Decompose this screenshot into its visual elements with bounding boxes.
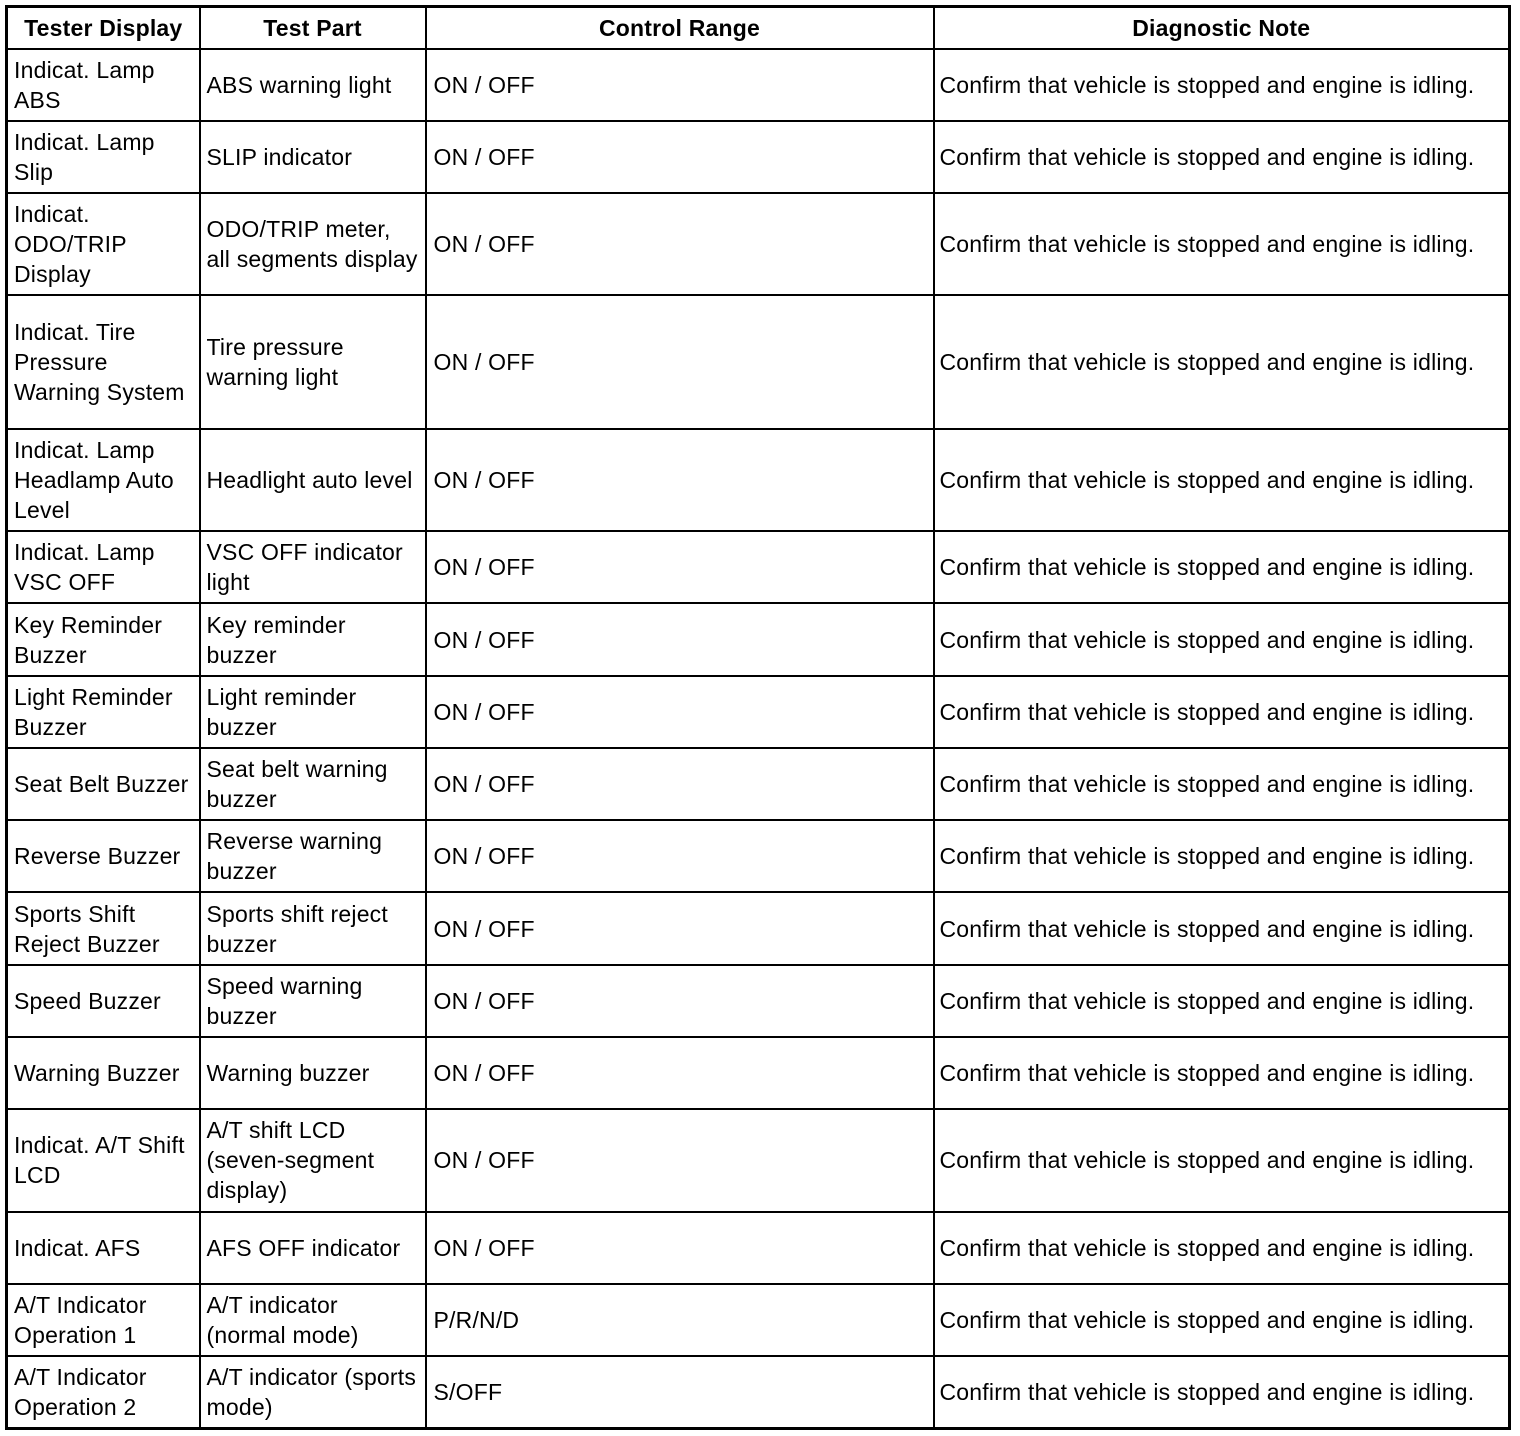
cell-test-part: Reverse warning buzzer [200,820,426,892]
cell-diagnostic-note: Confirm that vehicle is stopped and engine is idling. [934,429,1510,531]
cell-tester-display: Indicat. Lamp ABS [7,49,200,121]
cell-test-part: Warning buzzer [200,1037,426,1109]
header-diagnostic-note: Diagnostic Note [934,7,1510,49]
cell-control-range: ON / OFF [426,1037,934,1109]
cell-tester-display: Indicat. Lamp Headlamp Auto Level [7,429,200,531]
cell-tester-display: Speed Buzzer [7,965,200,1037]
table-row [7,49,1510,121]
cell-diagnostic-note: Confirm that vehicle is stopped and engine is idling. [934,121,1510,193]
cell-tester-display: Key Reminder Buzzer [7,603,200,675]
cell-control-range: P/R/N/D [426,1284,934,1356]
header-row [7,7,1510,49]
table-row [7,295,1510,428]
table-row [7,1356,1510,1428]
cell-diagnostic-note: Confirm that vehicle is stopped and engine is idling. [934,676,1510,748]
cell-control-range: ON / OFF [426,965,934,1037]
table-row [7,121,1510,193]
table-row [7,603,1510,675]
cell-diagnostic-note: Confirm that vehicle is stopped and engine is idling. [934,295,1510,428]
cell-diagnostic-note: Confirm that vehicle is stopped and engine is idling. [934,748,1510,820]
cell-control-range: S/OFF [426,1356,934,1428]
cell-diagnostic-note: Confirm that vehicle is stopped and engine is idling. [934,1212,1510,1284]
table-row [7,193,1510,295]
cell-diagnostic-note: Confirm that vehicle is stopped and engine is idling. [934,49,1510,121]
table-row [7,965,1510,1037]
table-row [7,820,1510,892]
cell-tester-display: A/T Indicator Operation 1 [7,1284,200,1356]
header-control-range: Control Range [426,7,934,49]
cell-tester-display: A/T Indicator Operation 2 [7,1356,200,1428]
cell-tester-display: Reverse Buzzer [7,820,200,892]
cell-test-part: A/T indicator (sports mode) [200,1356,426,1428]
cell-control-range: ON / OFF [426,603,934,675]
cell-test-part: Tire pressure warning light [200,295,426,428]
cell-control-range: ON / OFF [426,429,934,531]
cell-tester-display: Indicat. AFS [7,1212,200,1284]
cell-test-part: Speed warning buzzer [200,965,426,1037]
cell-test-part: ABS warning light [200,49,426,121]
table-row [7,892,1510,964]
cell-tester-display: Light Reminder Buzzer [7,676,200,748]
cell-test-part: A/T indicator (normal mode) [200,1284,426,1356]
cell-test-part: Headlight auto level [200,429,426,531]
table-row [7,1109,1510,1211]
cell-diagnostic-note: Confirm that vehicle is stopped and engine is idling. [934,1356,1510,1428]
cell-test-part: Seat belt warning buzzer [200,748,426,820]
cell-tester-display: Indicat. Tire Pressure Warning System [7,295,200,428]
cell-diagnostic-note: Confirm that vehicle is stopped and engine is idling. [934,603,1510,675]
cell-tester-display: Indicat. Lamp Slip [7,121,200,193]
cell-control-range: ON / OFF [426,295,934,428]
cell-diagnostic-note: Confirm that vehicle is stopped and engine is idling. [934,193,1510,295]
cell-diagnostic-note: Confirm that vehicle is stopped and engine is idling. [934,1037,1510,1109]
table-row [7,1284,1510,1356]
cell-control-range: ON / OFF [426,1109,934,1211]
cell-control-range: ON / OFF [426,121,934,193]
cell-control-range: ON / OFF [426,531,934,603]
cell-diagnostic-note: Confirm that vehicle is stopped and engine is idling. [934,1109,1510,1211]
cell-control-range: ON / OFF [426,820,934,892]
cell-control-range: ON / OFF [426,1212,934,1284]
cell-control-range: ON / OFF [426,748,934,820]
cell-control-range: ON / OFF [426,193,934,295]
table-row [7,531,1510,603]
cell-tester-display: Warning Buzzer [7,1037,200,1109]
cell-diagnostic-note: Confirm that vehicle is stopped and engine is idling. [934,965,1510,1037]
cell-diagnostic-note: Confirm that vehicle is stopped and engine is idling. [934,892,1510,964]
cell-tester-display: Indicat. Lamp VSC OFF [7,531,200,603]
active-test-table [5,5,1511,1430]
cell-test-part: VSC OFF indicator light [200,531,426,603]
cell-diagnostic-note: Confirm that vehicle is stopped and engine is idling. [934,1284,1510,1356]
cell-control-range: ON / OFF [426,49,934,121]
cell-tester-display: Seat Belt Buzzer [7,748,200,820]
cell-test-part: A/T shift LCD (seven-segment display) [200,1109,426,1211]
cell-tester-display: Indicat. A/T Shift LCD [7,1109,200,1211]
cell-test-part: ODO/TRIP meter, all segments display [200,193,426,295]
cell-tester-display: Sports Shift Reject Buzzer [7,892,200,964]
table-row [7,676,1510,748]
cell-test-part: AFS OFF indicator [200,1212,426,1284]
header-test-part: Test Part [200,7,426,49]
cell-tester-display: Indicat. ODO/TRIP Display [7,193,200,295]
cell-test-part: Sports shift reject buzzer [200,892,426,964]
cell-control-range: ON / OFF [426,892,934,964]
table-row [7,1212,1510,1284]
table-row [7,748,1510,820]
cell-diagnostic-note: Confirm that vehicle is stopped and engine is idling. [934,531,1510,603]
cell-control-range: ON / OFF [426,676,934,748]
cell-test-part: Light reminder buzzer [200,676,426,748]
cell-test-part: Key reminder buzzer [200,603,426,675]
header-tester-display: Tester Display [7,7,200,49]
cell-test-part: SLIP indicator [200,121,426,193]
cell-diagnostic-note: Confirm that vehicle is stopped and engine is idling. [934,820,1510,892]
table-row [7,1037,1510,1109]
table-row [7,429,1510,531]
